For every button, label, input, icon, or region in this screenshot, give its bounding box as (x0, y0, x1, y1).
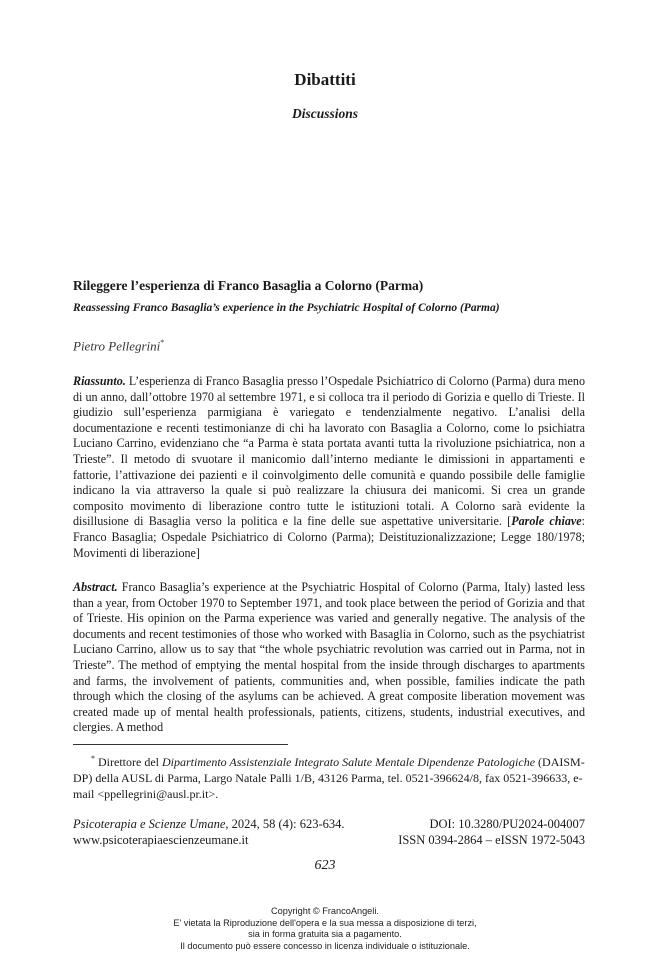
copyright-line-3: sia in forma gratuita sia a pagamento. (248, 929, 402, 939)
keywords-text: : Franco Basaglia; Ospedale Psichiatrico di Colorno (Parma); Deistituzionalizzazione; Legge 180/1978; Movimenti di liberazione] (73, 514, 585, 560)
author-footnote-mark: * (160, 338, 165, 347)
riassunto-text: L’esperienza di Franco Basaglia presso l’Ospedale Psichiatrico di Colorno (Parma) dura meno di un anno, dall’ottobre 1970 al settembre 1971, e si colloca tra il periodo di Gorizia e quello di Trieste. Il giudizio sull’esperienza parmigiana è variegato e tendenzialmente negativo. L’analisi della documentazione e recenti testimonianze di chi ha lavorato con Basaglia a Colorno, come lo psichiatra Luciano Carrino, evidenziano che “a Parma è stata portata avanti tutta la rivoluzione psichiatrica, non a Trieste”. Il metodo di svuotare il manicomio dall’interno mediante le dimissioni in appartamenti e fattorie, l’attivazione dei pazienti e il coinvolgimento delle comunità e quando possibile delle famiglie indicano la via attraverso la quale si può realizzare la chiusura dei manicomi. Si crea un grande composito movimento di liberazione contro tutte le istituzioni totali. A Colorno sarà evidente la disillusione di Basaglia verso la politica e la fine delle sue aspettative universitarie. [ (73, 374, 585, 529)
abstract-text: Franco Basaglia’s experience at the Psychiatric Hospital of Colorno (Parma, Italy) lasted less than a year, from October 1970 to September 1971, and took place between the period of Gorizia and that of Trieste. His opinion on the Parma experience was varied and generally negative. The analysis of the documents and recent testimonies of those who worked with Basaglia in Colorno, such as the psychiatrist Luciano Carrino, allow us to say that “the whole psychiatric revolution was carried out in Parma, not in Trieste”. The method of emptying the mental hospital from the inside through discharges to apartments and farms, the involvement of patients, communities and, when possible, families indicate the path through which the closing of the asylums can be achieved. A great composite liberation movement was created made up of mental health professionals, patients, citizens, students, industrial executives, and clergies. A method (73, 580, 585, 735)
footnote-mark: * (91, 754, 95, 763)
journal-name: Psicoterapia e Scienze Umane (73, 817, 226, 831)
copyright-notice (0, 906, 650, 952)
copyright-line-2: E' vietata la Riproduzione dell'opera e la sua messa a disposizione di terzi, (173, 917, 477, 928)
footnote-rest: (DAISM-DP) della AUSL di Parma, Largo Natale Palli 1/B, 43126 Parma, tel. 0521-396624/8, fax 0521-396633, e-mail <ppellegrini@ausl.pr.it>. (73, 755, 585, 801)
riassunto-paragraph (73, 374, 585, 561)
footnote (73, 751, 585, 802)
section-title: Dibattiti (294, 70, 356, 89)
abstract-label: Abstract. (73, 580, 118, 594)
article-subtitle: Reassessing Franco Basaglia’s experience in the Psychiatric Hospital of Colorno (Parma) (73, 302, 500, 314)
copyright-line-4: Il documento può essere concesso in licenza individuale o istituzionale. (180, 940, 470, 951)
abstract-paragraph (73, 580, 585, 736)
journal-doi: DOI: 10.3280/PU2024-004007 (429, 817, 585, 831)
keywords-label: Parole chiave (511, 514, 582, 529)
journal-website: www.psicoterapiaescienzeumane.it (73, 833, 249, 847)
riassunto-label: Riassunto. (73, 374, 126, 388)
author-name: Pietro Pellegrini (73, 338, 161, 354)
page-number: 623 (314, 858, 336, 873)
journal-citation: , 2024, 58 (4): 623-634. (225, 817, 345, 831)
author-line (73, 338, 164, 354)
footnote-department: Dipartimento Assistenziale Integrato Salute Mentale Dipendenze Patologiche (161, 755, 536, 769)
journal-issn: ISSN 0394-2864 – eISSN 1972-5043 (398, 833, 585, 847)
copyright-line-1: Copyright © FrancoAngeli. (271, 906, 379, 916)
footnote-prefix: Direttore del (95, 755, 162, 769)
section-subtitle: Discussions (291, 106, 359, 121)
footnote-divider (73, 744, 288, 745)
article-title: Rileggere l’esperienza di Franco Basaglia a Colorno (Parma) (73, 278, 424, 293)
